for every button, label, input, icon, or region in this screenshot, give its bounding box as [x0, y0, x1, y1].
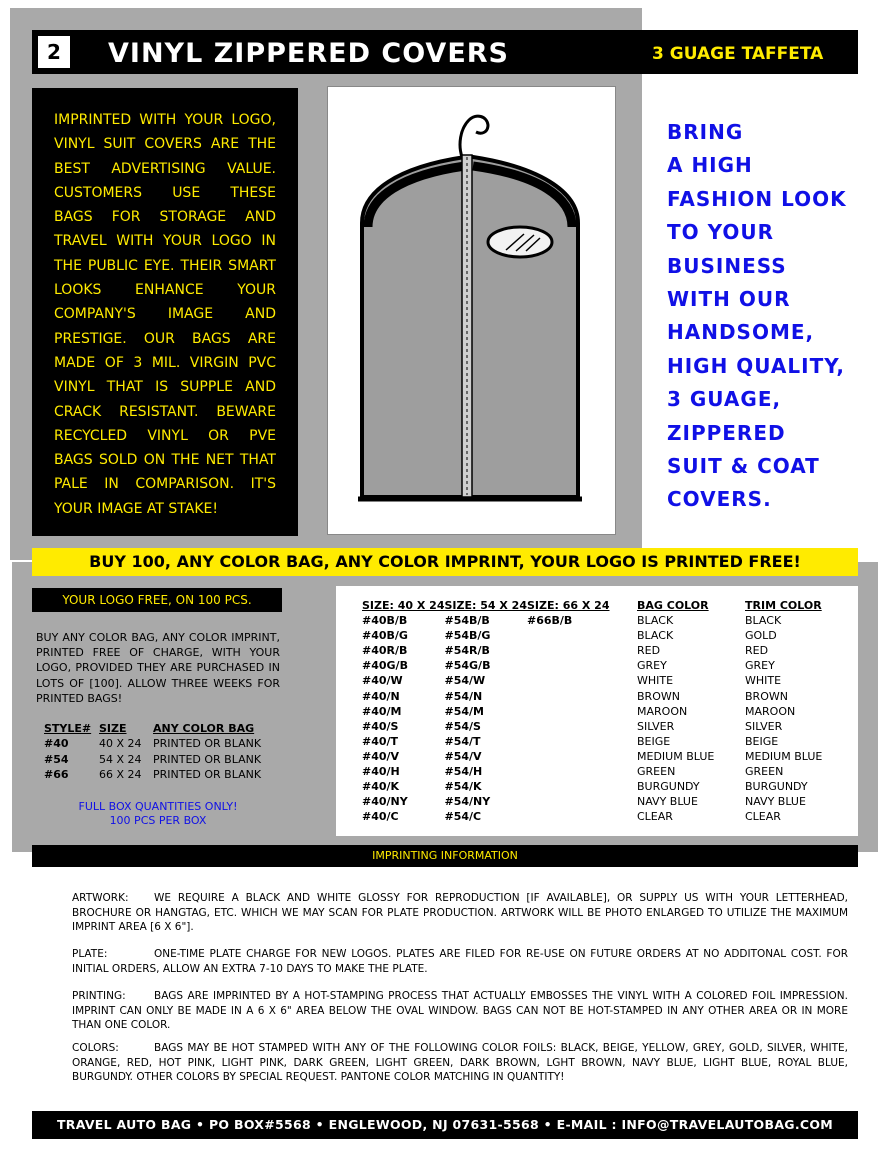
intro-line: TRAVEL WITH YOUR LOGO IN — [54, 233, 276, 250]
table-cell: #40/W — [362, 674, 403, 688]
size-40-header: SIZE: 40 X 24 — [362, 599, 445, 612]
trim-color-header: TRIM COLOR — [745, 599, 822, 612]
table-row — [44, 767, 261, 783]
intro-line: BAGS SOLD ON THE NET THAT — [54, 452, 276, 469]
intro-line: RECYCLED VINYL OR PVE — [54, 427, 276, 444]
slogan-line: HIGH QUALITY, — [667, 353, 845, 378]
table-cell: 66 X 24 — [99, 768, 142, 782]
intro-line: PRESTIGE. OUR BAGS ARE — [54, 330, 276, 347]
intro-line: PALE IN COMPARISON. IT'S — [54, 476, 276, 493]
table-cell: WHITE — [745, 674, 782, 688]
table-cell: #40/C — [362, 810, 399, 824]
artwork-text: WE REQUIRE A BLACK AND WHITE GLOSSY FOR REPRODUCTION [IF AVAILABLE], OR SUPPLY US WITH YOUR LETTERHEAD, BROCHURE OR HANGTAG, ETC. WHICH WE MAY SCAN FOR PLATE PRODUCTION. ARTWORK WILL BE PHOTO ENLARGED TO UTILIZE THE MAXIMUM IMPRINT AREA [6 X 6"]. — [72, 892, 848, 933]
table-row — [362, 794, 822, 809]
footer-contact: TRAVEL AUTO BAG • PO BOX#5568 • ENGLEWOOD, NJ 07631-5568 • E-MAIL : INFO@TRAVELAUTOBAG.COM — [32, 1111, 858, 1139]
table-cell: BURGUNDY — [745, 780, 808, 794]
table-cell: #54/K — [444, 780, 482, 794]
size-header: SIZE — [99, 721, 127, 735]
slogan-line: ZIPPERED — [667, 420, 786, 445]
colors-text: BAGS MAY BE HOT STAMPED WITH ANY OF THE FOLLOWING COLOR FOILS: BLACK, BEIGE, YELLOW, GREY, GOLD, SILVER, WHITE, ORANGE, RED, HOT PINK, LIGHT PINK, DARK GREEN, LIGHT GREEN, DARK BROWN, LGHT BROWN, NAVY BLUE, LIGHT BLUE, ROYAL BLUE, BURGUNDY. OTHER COLORS BY SPECIAL REQUEST. PANTONE COLOR MATCHING IN QUANTITY! — [72, 1042, 848, 1083]
table-cell: SILVER — [745, 719, 783, 733]
page-title: VINYL ZIPPERED COVERS — [108, 38, 510, 69]
table-cell — [527, 749, 637, 764]
intro-line: YOUR IMAGE AT STAKE! — [54, 500, 218, 517]
intro-line: CRACK RESISTANT. BEWARE — [54, 403, 276, 420]
table-cell: MEDIUM BLUE — [745, 749, 823, 763]
table-cell: #54/W — [444, 674, 486, 688]
product-image-frame — [327, 86, 616, 535]
slogan-line: COVERS. — [667, 487, 772, 512]
table-row — [362, 704, 822, 719]
table-row — [44, 736, 261, 752]
table-cell: BLACK — [637, 614, 674, 628]
table-cell: WHITE — [637, 674, 674, 688]
table-cell: BEIGE — [637, 734, 671, 748]
table-cell: PRINTED OR BLANK — [153, 752, 262, 766]
colors-label: COLORS: — [72, 1042, 119, 1054]
table-row — [362, 643, 822, 658]
intro-line: IMPRINTED WITH YOUR LOGO, — [54, 112, 276, 128]
table-cell: 54 X 24 — [99, 752, 142, 766]
table-cell: MEDIUM BLUE — [637, 749, 715, 763]
table-row — [362, 688, 822, 703]
table-row — [362, 764, 822, 779]
table-cell: BLACK — [745, 614, 782, 628]
table-cell: #54B/B — [444, 614, 490, 628]
table-cell: RED — [637, 644, 661, 658]
table-cell: #40/S — [362, 719, 399, 733]
table-cell: MAROON — [637, 704, 688, 718]
slogan-line: TO YOUR — [667, 220, 775, 245]
table-cell: #54 — [44, 752, 69, 766]
garment-bag-illustration — [328, 87, 615, 534]
artwork-info — [72, 891, 848, 935]
intro-line: LOOKS ENHANCE YOUR — [54, 282, 276, 299]
table-cell: #40/NY — [362, 795, 408, 809]
slogan-line: SUIT & COAT — [667, 454, 820, 479]
table-row — [362, 809, 822, 824]
table-cell — [527, 764, 637, 779]
table-cell: #54B/G — [444, 629, 491, 643]
table-row — [362, 734, 822, 749]
table-row — [362, 779, 822, 794]
plate-text: ONE-TIME PLATE CHARGE FOR NEW LOGOS. PLATES ARE FILED FOR RE-USE ON FUTURE ORDERS AT NO ADDITONAL COST. FOR INITIAL ORDERS, ALLOW AN EXTRA 7-10 DAYS TO MAKE THE PLATE. — [72, 948, 848, 975]
table-cell — [527, 688, 637, 703]
table-cell: #54/N — [444, 689, 483, 703]
table-cell — [527, 673, 637, 688]
table-cell: #40/H — [362, 764, 400, 778]
table-cell: BROWN — [637, 689, 680, 703]
intro-line: VINYL SUIT COVERS ARE THE — [54, 136, 276, 153]
full-box-line: FULL BOX QUANTITIES ONLY! — [78, 800, 238, 813]
slogan-line: WITH OUR — [667, 287, 791, 312]
table-cell: #54G/B — [444, 659, 491, 673]
slogan — [667, 116, 847, 517]
plate-info — [72, 947, 848, 976]
table-cell — [527, 643, 637, 658]
intro-line: BAGS FOR STORAGE AND — [54, 209, 276, 226]
any-color-bag-header: ANY COLOR BAG — [153, 721, 255, 735]
table-row — [362, 628, 822, 643]
table-cell: #40B/B — [362, 614, 408, 628]
table-cell — [527, 704, 637, 719]
table-cell — [527, 734, 637, 749]
table-cell: BLACK — [637, 629, 674, 643]
table-cell — [527, 779, 637, 794]
table-cell: CLEAR — [637, 810, 673, 824]
slogan-line: 3 GUAGE, — [667, 387, 782, 412]
table-row — [362, 613, 822, 628]
table-cell: #66 — [44, 768, 69, 782]
table-cell: #40/T — [362, 734, 399, 748]
table-cell: #54/M — [444, 704, 484, 718]
table-cell: #40B/G — [362, 629, 408, 643]
artwork-label: ARTWORK: — [72, 892, 129, 904]
table-cell — [527, 794, 637, 809]
intro-line: CUSTOMERS USE THESE — [54, 184, 276, 201]
table-cell: #54/V — [444, 749, 482, 763]
intro-text — [54, 108, 276, 521]
table-cell — [527, 719, 637, 734]
table-row — [362, 749, 822, 764]
table-cell: GOLD — [745, 629, 777, 643]
hanger-hook-icon — [460, 116, 488, 157]
slogan-line: BUSINESS — [667, 253, 787, 278]
table-cell: #40/K — [362, 780, 400, 794]
full-box-line: 100 PCS PER BOX — [109, 814, 207, 827]
imprinting-title: IMPRINTING INFORMATION — [32, 845, 858, 867]
intro-line: BEST ADVERTISING VALUE. — [54, 160, 276, 177]
table-cell: #40/M — [362, 704, 402, 718]
plate-label: PLATE: — [72, 948, 108, 960]
table-cell: RED — [745, 644, 769, 658]
table-cell — [527, 658, 637, 673]
table-row — [362, 719, 822, 734]
size-54-header: SIZE: 54 X 24 — [444, 599, 527, 612]
table-cell: #40/V — [362, 749, 400, 763]
table-cell: #54/T — [444, 734, 481, 748]
printing-info — [72, 989, 848, 1033]
intro-line: MADE OF 3 MIL. VIRGIN PVC — [54, 354, 276, 371]
table-cell: #54/H — [444, 764, 483, 778]
table-cell: MAROON — [745, 704, 796, 718]
table-row — [362, 673, 822, 688]
table-cell — [527, 809, 637, 824]
table-cell: BROWN — [745, 689, 788, 703]
style-table — [44, 720, 261, 783]
table-cell — [527, 628, 637, 643]
table-cell: #54/C — [444, 810, 482, 824]
color-table — [362, 598, 822, 824]
table-cell: BURGUNDY — [637, 780, 700, 794]
table-cell: #40 — [44, 737, 69, 751]
table-cell: PRINTED OR BLANK — [153, 737, 262, 751]
table-cell: CLEAR — [745, 810, 781, 824]
table-cell: #40/N — [362, 689, 400, 703]
table-cell: PRINTED OR BLANK — [153, 768, 262, 782]
free-logo-banner: BUY 100, ANY COLOR BAG, ANY COLOR IMPRINT, YOUR LOGO IS PRINTED FREE! — [32, 548, 858, 576]
logo-free-tag: YOUR LOGO FREE, ON 100 PCS. — [32, 588, 282, 612]
table-cell: #54/S — [444, 719, 481, 733]
full-box-note — [36, 800, 280, 828]
table-cell: #54R/B — [444, 644, 490, 658]
table-row — [44, 752, 261, 768]
table-row — [362, 658, 822, 673]
logo-free-text: BUY ANY COLOR BAG, ANY COLOR IMPRINT, PRINTED FREE OF CHARGE, WITH YOUR LOGO, PROVIDED THEY ARE PURCHASED IN LOTS OF [100]. ALLOW THREE WEEKS FOR PRINTED BAGS! — [36, 631, 280, 705]
table-cell: NAVY BLUE — [745, 795, 806, 809]
page-subtitle: 3 GUAGE TAFFETA — [652, 44, 824, 64]
table-cell: GREY — [745, 659, 775, 673]
size-66-header: SIZE: 66 X 24 — [527, 599, 610, 612]
printing-text: BAGS ARE IMPRINTED BY A HOT-STAMPING PROCESS THAT ACTUALLY EMBOSSES THE VINYL WITH A COLORED FOIL IMPRESSION. IMPRINT CAN ONLY BE MADE IN A 6 X 6" AREA BELOW THE OVAL WINDOW. BAGS CAN NOT BE HOT-STAMPED IN ANY OTHER AREA OR IN MORE THAN ONE COLOR. — [72, 990, 848, 1031]
intro-line: VINYL THAT IS SUPPLE AND — [54, 379, 276, 396]
page-number: 2 — [36, 34, 72, 70]
intro-line: COMPANY'S IMAGE AND — [54, 306, 276, 323]
table-cell: #66B/B — [527, 614, 573, 628]
table-cell: SILVER — [637, 719, 675, 733]
slogan-line: FASHION LOOK — [667, 186, 847, 211]
table-cell: GREY — [637, 659, 667, 673]
slogan-line: A HIGH — [667, 153, 753, 178]
printing-label: PRINTING: — [72, 990, 126, 1002]
intro-line: THE PUBLIC EYE. THEIR SMART — [54, 257, 276, 274]
bag-color-header: BAG COLOR — [637, 599, 709, 612]
table-cell: #40G/B — [362, 659, 408, 673]
table-cell: NAVY BLUE — [637, 795, 698, 809]
table-cell: BEIGE — [745, 734, 779, 748]
slogan-line: HANDSOME, — [667, 320, 815, 345]
slogan-line: BRING — [667, 120, 744, 144]
table-cell: #54/NY — [444, 795, 491, 809]
table-cell: GREEN — [745, 764, 784, 778]
oval-window — [488, 227, 552, 257]
colors-info — [72, 1041, 848, 1085]
table-cell: GREEN — [637, 764, 676, 778]
table-cell: #40R/B — [362, 644, 408, 658]
table-cell: 40 X 24 — [99, 737, 142, 751]
style-header: STYLE# — [44, 721, 92, 735]
